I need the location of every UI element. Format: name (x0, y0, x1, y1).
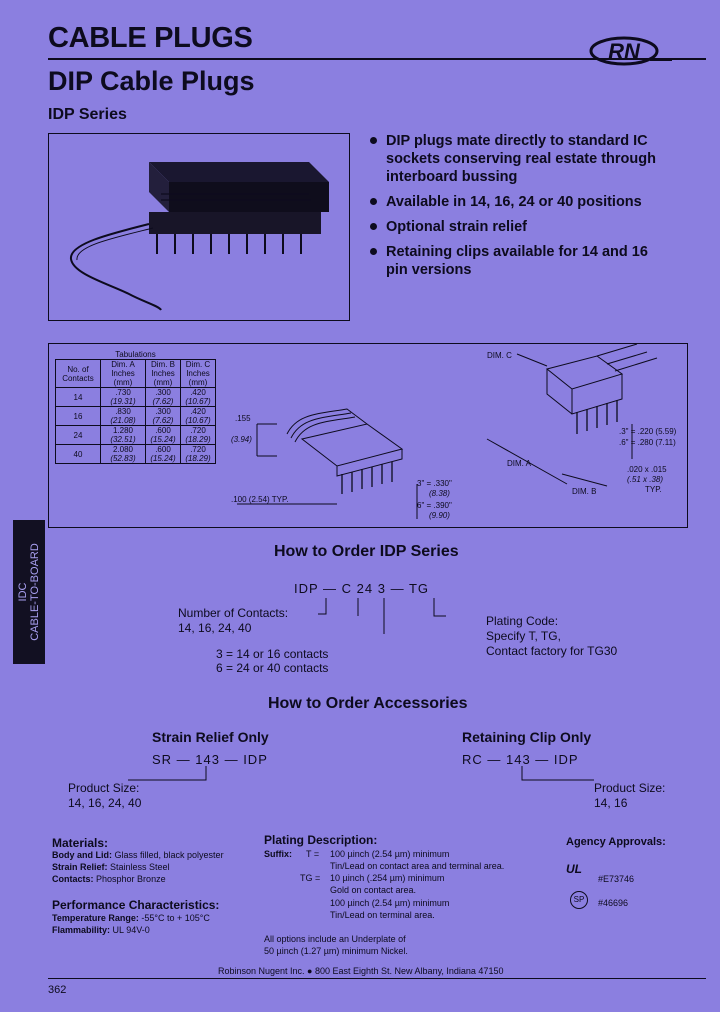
option-6: 6 = 24 or 40 contacts (216, 661, 329, 675)
plug-drawings (217, 344, 687, 527)
tg-line4: Tin/Lead on terminal area. (330, 910, 435, 920)
tabulations-table (55, 350, 216, 464)
table-cell (181, 445, 216, 464)
cell-value: .720 (190, 426, 206, 435)
strain-size-values: 14, 16, 24, 40 (68, 796, 142, 810)
typ-label: TYP. (645, 485, 662, 494)
table-row (56, 388, 216, 407)
materials-contacts (52, 874, 166, 886)
dip-plug-illustration (49, 134, 349, 320)
side-tab-line2: CABLE-TO-BOARD (29, 543, 41, 641)
ul-number: #E73746 (598, 874, 635, 884)
dim6-label: 6" = .390" (417, 501, 452, 510)
page-subtitle: DIP Cable Plugs (48, 66, 255, 96)
plating-note1: All options include an Underplate of (264, 934, 406, 944)
product-photo (48, 133, 350, 321)
clip-size-label: Product Size: (594, 781, 666, 795)
cell-value: .600 (155, 426, 171, 435)
table-cell: 40 (56, 445, 101, 464)
plating-note2: 50 µinch (1.27 µm) minimum Nickel. (264, 946, 408, 956)
dim-c-label: DIM. C (487, 351, 512, 360)
plating-contact: Contact factory for TG30 (486, 644, 618, 658)
tg-line1: 10 µinch (.254 µm) minimum (330, 873, 445, 883)
dim-155-label: .155 (235, 414, 251, 423)
plating-specify: Specify T, TG, (486, 629, 561, 643)
feature-list (368, 132, 668, 286)
table-row (56, 445, 216, 464)
side-tab-line1: IDC (17, 582, 29, 602)
table-cell: 16 (56, 407, 101, 426)
logo-text: RN (608, 39, 640, 64)
retaining-clip-title: Retaining Clip Only (462, 729, 592, 745)
materials-body-label: Body and Lid: (52, 850, 112, 860)
performance-flam (52, 925, 150, 937)
contacts-label: Number of Contacts: (178, 606, 289, 620)
table-cell (181, 388, 216, 407)
dim-r3-label: .3" = .220 (5.59) (619, 427, 677, 436)
tg-code: TG = (300, 873, 321, 883)
cell-value-mm: (32.51) (110, 435, 136, 444)
table-cell (146, 445, 181, 464)
cell-value-mm: (18.29) (185, 435, 211, 444)
performance-flam-label: Flammability: (52, 925, 111, 935)
feature-item: DIP plugs mate directly to standard IC sockets conserving real estate through interboard bussing (368, 132, 668, 186)
performance-title: Performance Characteristics: (52, 898, 220, 912)
table-row (56, 407, 216, 426)
table-row (56, 426, 216, 445)
cell-value: .420 (190, 407, 206, 416)
dimension-diagram (48, 343, 688, 528)
performance-temp-label: Temperature Range: (52, 913, 139, 923)
agency-title: Agency Approvals: (566, 836, 666, 848)
feature-item: Available in 14, 16, 24 or 40 positions (368, 193, 668, 211)
dim-155-mm: (3.94) (231, 435, 252, 444)
table-cell (146, 426, 181, 445)
page-title: CABLE PLUGS (48, 22, 253, 54)
csa-mark-icon: SP (570, 891, 588, 909)
ul-mark-icon: UL (566, 862, 582, 876)
lead-mm: (.51 x .38) (627, 475, 664, 484)
table-header: Dim. B Inches (mm) (146, 360, 181, 388)
cell-value: .300 (155, 388, 171, 397)
cell-value-mm: (7.62) (152, 416, 174, 425)
cell-value-mm: (15.24) (150, 435, 176, 444)
tg-line3: 100 µinch (2.54 µm) minimum (330, 898, 450, 908)
materials-contacts-value: Phosphor Bronze (96, 874, 166, 884)
lead-label: .020 x .015 (627, 465, 667, 474)
retaining-clip-code: RC — 143 — IDP (462, 752, 579, 767)
order-idp-code: IDP — C 24 3 — TG (294, 581, 430, 596)
t-line1: 100 µinch (2.54 µm) minimum (330, 849, 450, 859)
cell-value-mm: (7.62) (152, 397, 174, 406)
plating-title: Plating Description: (264, 833, 378, 847)
table-cell: 14 (56, 388, 101, 407)
dim6-mm: (9.90) (429, 511, 450, 520)
strain-relief-title: Strain Relief Only (152, 729, 269, 745)
materials-contacts-label: Contacts: (52, 874, 94, 884)
materials-title: Materials: (52, 836, 109, 850)
materials-body (52, 850, 224, 862)
cell-value: 1.280 (112, 426, 134, 435)
cell-value: .420 (190, 388, 206, 397)
table-header: No. of Contacts (56, 360, 101, 388)
table-cell (101, 445, 146, 464)
dim-r6-label: .6" = .280 (7.11) (619, 438, 676, 447)
table-cell (101, 388, 146, 407)
robinson-nugent-logo (588, 34, 672, 68)
cell-value: 2.080 (112, 445, 134, 454)
cell-value: .830 (115, 407, 131, 416)
option-3: 3 = 14 or 16 contacts (216, 647, 329, 661)
table-cell (181, 426, 216, 445)
side-tab-text (17, 543, 41, 641)
section-side-tab (13, 520, 45, 664)
t-code: T = (306, 849, 320, 859)
cell-value-mm: (15.24) (150, 454, 176, 463)
materials-body-value: Glass filled, black polyester (114, 850, 224, 860)
dim-a-label: DIM. A (507, 459, 532, 468)
cell-value-mm: (19.31) (110, 397, 136, 406)
materials-strain-value: Stainless Steel (110, 862, 170, 872)
contacts-values: 14, 16, 24, 40 (178, 621, 252, 635)
suffix-label: Suffix: (264, 849, 292, 859)
cell-value: .600 (155, 445, 171, 454)
series-label: IDP Series (48, 106, 127, 123)
dim3-mm: (8.38) (429, 489, 450, 498)
footer-rule (48, 978, 706, 979)
order-accessories-title: How to Order Accessories (268, 695, 468, 712)
page-number: 362 (48, 984, 67, 996)
materials-strain (52, 862, 170, 874)
table-cell (101, 407, 146, 426)
dim-b-label: DIM. B (572, 487, 597, 496)
order-idp-title: How to Order IDP Series (274, 543, 459, 560)
materials-strain-label: Strain Relief: (52, 862, 108, 872)
performance-flam-value: UL 94V-0 (112, 925, 150, 935)
table-cell: 24 (56, 426, 101, 445)
clip-size-values: 14, 16 (594, 796, 628, 810)
footer-address: Robinson Nugent Inc. ● 800 East Eighth St. New Albany, Indiana 47150 (214, 966, 507, 976)
strain-relief-code: SR — 143 — IDP (152, 752, 268, 767)
cell-value: .730 (115, 388, 131, 397)
t-line2: Tin/Lead on contact area and terminal area. (330, 861, 505, 871)
cell-value-mm: (18.29) (185, 454, 211, 463)
cell-value-mm: (52.83) (110, 454, 136, 463)
feature-item: Optional strain relief (368, 218, 668, 236)
plating-code-label: Plating Code: (486, 614, 559, 628)
csa-number: #46696 (598, 898, 629, 908)
strain-size-label: Product Size: (68, 781, 140, 795)
table-cell (181, 407, 216, 426)
pitch-label: .100 (2.54) TYP. (231, 495, 289, 504)
table-header: Dim. C Inches (mm) (181, 360, 216, 388)
cell-value-mm: (10.67) (185, 397, 211, 406)
table-cell (146, 407, 181, 426)
table-header: Dim. A Inches (mm) (101, 360, 146, 388)
table-cell (146, 388, 181, 407)
performance-temp-value: -55°C to + 105°C (141, 913, 210, 923)
tg-line2: Gold on contact area. (330, 885, 417, 895)
performance-temp (52, 913, 210, 925)
tabulations-caption: Tabulations (115, 350, 156, 359)
table-cell (101, 426, 146, 445)
cell-value-mm: (21.08) (110, 416, 136, 425)
cell-value: .300 (155, 407, 171, 416)
feature-item: Retaining clips available for 14 and 16 pin versions (368, 243, 668, 279)
dim3-label: 3" = .330" (417, 479, 452, 488)
cell-value: .720 (190, 445, 206, 454)
cell-value-mm: (10.67) (185, 416, 211, 425)
